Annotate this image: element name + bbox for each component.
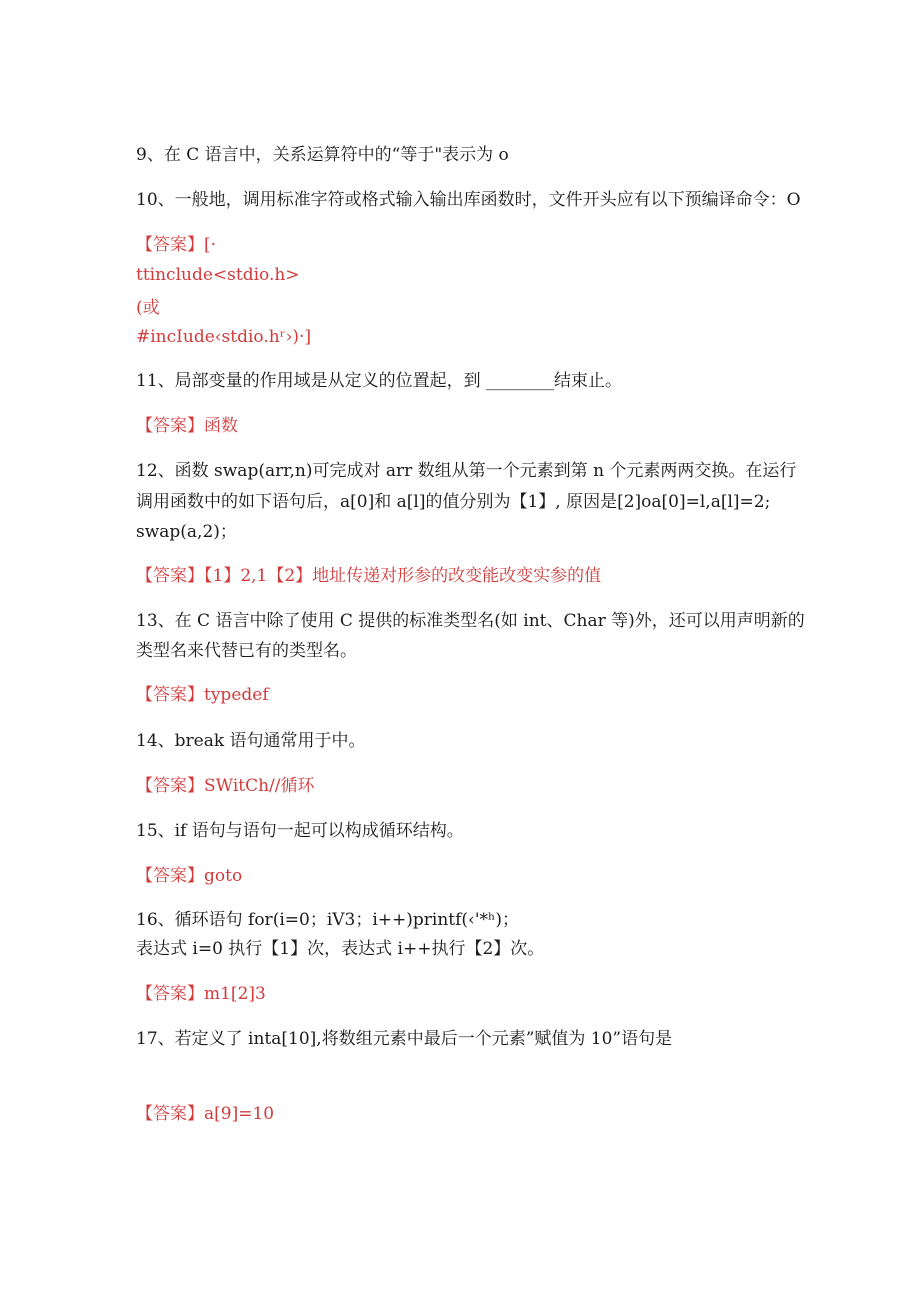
answer-tag: 【答案】 <box>136 984 204 1004</box>
answer-tag: 【答案】 <box>136 776 204 796</box>
question-12-line1: 12、函数 swap(arr,n)可完成对 arr 数组从第一个元素到第 n 个元素两两交换。在运行 <box>136 461 797 481</box>
answer-16 <box>136 983 266 1005</box>
answer-tag: 【答案】 <box>136 1104 204 1124</box>
answer-tag: 【答案】 <box>136 566 204 586</box>
answer-17-text: a[9]=10 <box>204 1104 275 1124</box>
answer-11-text: 函数 <box>204 416 238 436</box>
answer-17 <box>136 1103 274 1125</box>
question-11: 11、局部变量的作用域是从定义的位置起，到 ________结束止。 <box>136 371 623 391</box>
question-12-line2: 调用函数中的如下语句后，a[0]和 a[l]的值分别为【1】, 原因是[2]oa[0]=l,a[l]=2; <box>136 492 771 512</box>
answer-10-line3: (或 <box>136 298 160 318</box>
question-9: 9、在 C 语言中，关系运算符中的“等于"表示为 o <box>136 145 509 165</box>
question-16-line1: 16、循环语句 for(i=0；iV3；i++)printf(‹'*ʰ)； <box>136 910 520 930</box>
answer-14 <box>136 775 315 797</box>
answer-13 <box>136 684 269 706</box>
answer-10-line4: #incIude‹stdio.hʳ›)·] <box>136 327 312 347</box>
answer-14-text: SWitCh//循环 <box>204 776 315 796</box>
answer-13-text: typedef <box>204 685 269 705</box>
question-16-line2: 表达式 i=0 执行【1】次，表达式 i++执行【2】次。 <box>136 939 545 959</box>
question-17: 17、若定义了 inta[10],将数组元素中最后一个元素”赋值为 10”语句是 <box>136 1029 673 1049</box>
question-14: 14、break 语句通常用于中。 <box>136 731 366 751</box>
answer-tag: 【答案】 <box>136 866 204 886</box>
answer-tag: 【答案】 <box>136 685 204 705</box>
question-15: 15、if 语句与语句一起可以构成循环结构。 <box>136 821 464 841</box>
answer-tag: 【答案】 <box>136 235 204 255</box>
answer-16-text: m1[2]3 <box>204 984 266 1004</box>
question-12-line3: swap(a,2)； <box>136 522 237 542</box>
answer-12-text: 【1】2,1【2】地址传递对形参的改变能改变实参的值 <box>204 566 602 586</box>
question-10: 10、一般地，调用标准字符或格式输入输出库函数时，文件开头应有以下预编译命令：O <box>136 190 801 210</box>
answer-11 <box>136 415 238 437</box>
answer-15 <box>136 865 242 887</box>
answer-10-line1 <box>136 234 216 256</box>
question-13-line2: 类型名来代替已有的类型名。 <box>136 641 357 661</box>
answer-10-line2: ttinclude<stdio.h> <box>136 265 300 285</box>
answer-15-text: goto <box>204 866 243 886</box>
answer-tag: 【答案】 <box>136 416 204 436</box>
answer-12 <box>136 565 601 587</box>
question-13-line1: 13、在 C 语言中除了使用 C 提供的标准类型名(如 int、Char 等)外，还可以用声明新的 <box>136 611 805 631</box>
answer-10-text-1: [· <box>204 235 217 255</box>
